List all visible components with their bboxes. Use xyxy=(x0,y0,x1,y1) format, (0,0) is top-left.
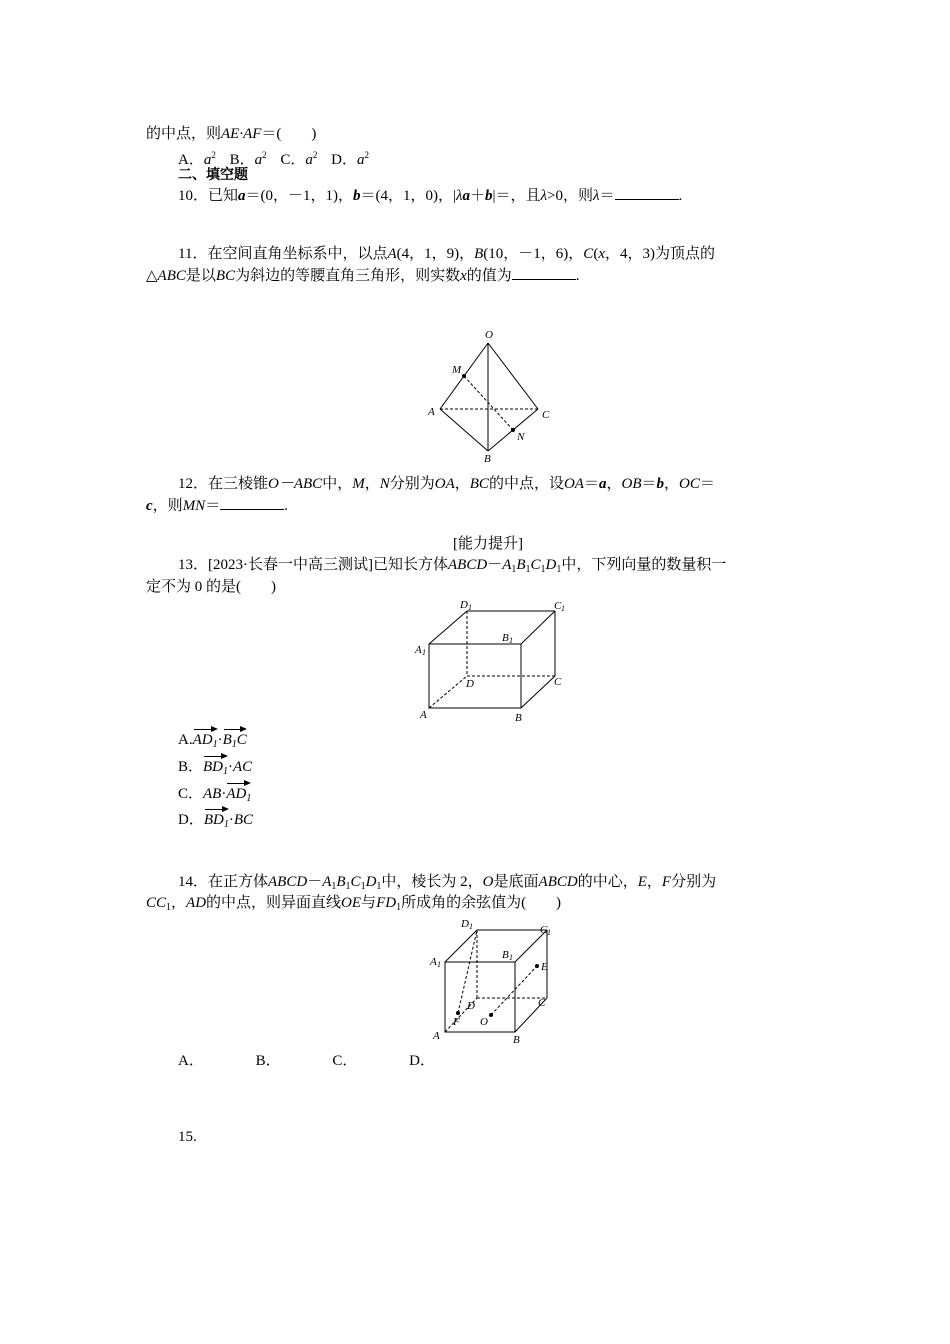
q9-tail: 的中点，则AE·AF＝( ) xyxy=(146,126,317,142)
q14-option-d[interactable]: D． xyxy=(409,1053,435,1069)
q9-option-a[interactable]: A．$a^2$ xyxy=(178,150,216,168)
q9-option-d[interactable]: D．$a^2$ xyxy=(331,150,369,168)
vector-bd1: $BD_1$ xyxy=(203,757,228,782)
section-fill-in-heading: 二、填空题 xyxy=(178,167,248,183)
svg-text:O: O xyxy=(480,1016,488,1028)
cube-figure xyxy=(425,912,560,1047)
svg-text:D: D xyxy=(461,918,469,930)
q14-option-a[interactable]: A． xyxy=(178,1053,204,1069)
q13-line2: 定不为 0 的是( ) xyxy=(146,579,276,595)
q12-answer-blank[interactable] xyxy=(220,496,284,510)
svg-text:1: 1 xyxy=(469,922,473,931)
svg-text:1: 1 xyxy=(422,648,426,657)
svg-text:D: D xyxy=(466,678,474,690)
svg-text:A: A xyxy=(430,956,437,968)
vector-ad1-c: $AD_1$ xyxy=(226,784,251,809)
svg-text:1: 1 xyxy=(547,928,551,937)
q13-option-c[interactable]: C．$AB\cdot AD_1$ xyxy=(178,784,251,809)
q12-line2: c，则MN＝ . xyxy=(146,498,288,514)
svg-text:C: C xyxy=(554,600,562,612)
q9-option-c[interactable]: C．$a^2$ xyxy=(280,150,318,168)
vector-b1c: $B_1C$ xyxy=(223,730,247,755)
svg-text:O: O xyxy=(485,329,493,341)
svg-text:1: 1 xyxy=(509,636,513,645)
q13-line1: 13．[2023·长春一中高三测试]已知长方体$ABCD-A_1B_1C_1D_1$中，下列向量的数量积一 xyxy=(178,557,727,575)
svg-text:C: C xyxy=(542,409,550,421)
svg-text:C: C xyxy=(540,924,548,936)
svg-text:A: A xyxy=(420,709,427,721)
q10-text: 10．已知a＝(0，－1，1)，b＝(4，1，0)，|λa＋b|＝，且λ>0，则λ＝ . xyxy=(178,188,683,204)
q14-option-b[interactable]: B． xyxy=(255,1053,281,1069)
svg-text:1: 1 xyxy=(509,953,513,962)
q14-option-c[interactable]: C． xyxy=(332,1053,358,1069)
svg-text:B: B xyxy=(484,453,491,465)
svg-text:N: N xyxy=(517,431,525,443)
svg-text:A: A xyxy=(433,1030,440,1042)
svg-text:C: C xyxy=(538,997,546,1009)
q11-line2: △ABC是以BC为斜边的等腰直角三角形，则实数x的值为 . xyxy=(146,268,580,284)
q9-option-b[interactable]: B．$a^2$ xyxy=(229,150,267,168)
svg-text:C: C xyxy=(554,676,562,688)
q15-number: 15. xyxy=(178,1129,197,1145)
svg-text:E: E xyxy=(541,961,548,973)
svg-text:B: B xyxy=(502,949,509,961)
svg-text:1: 1 xyxy=(561,604,565,613)
q14-line2: $CC_1$，AD的中点，则异面直线OE与$FD_1$所成角的余弦值为( ) xyxy=(146,895,562,913)
tetrahedron-figure xyxy=(420,325,560,465)
svg-text:B: B xyxy=(513,1034,520,1046)
svg-text:A: A xyxy=(415,644,422,656)
svg-text:F: F xyxy=(453,1016,460,1028)
q12-line1: 12．在三棱锥O－ABC中，M，N分别为OA，BC的中点，设OA＝a，OB＝b，OC＝ xyxy=(178,476,715,492)
q14-options xyxy=(178,1051,435,1071)
q10-answer-blank[interactable] xyxy=(615,186,679,200)
q13-option-d[interactable]: D．$BD_1\cdot BC$ xyxy=(178,810,253,835)
vector-bd1-d: $BD_1$ xyxy=(204,810,229,835)
svg-text:D: D xyxy=(467,1000,475,1012)
svg-text:1: 1 xyxy=(468,603,472,612)
q11-answer-blank[interactable] xyxy=(512,266,576,280)
svg-text:A: A xyxy=(428,406,435,418)
section-ability-heading: [能力提升] xyxy=(453,536,523,552)
vector-ad1: $AD_1$ xyxy=(193,730,218,755)
svg-text:1: 1 xyxy=(437,960,441,969)
q13-option-a[interactable]: $A.AD_1\cdot B_1C$ xyxy=(178,730,247,755)
svg-text:B: B xyxy=(515,712,522,724)
svg-text:M: M xyxy=(452,364,462,376)
svg-text:B: B xyxy=(502,632,509,644)
svg-text:D: D xyxy=(460,599,468,611)
q14-line1: 14．在正方体$ABCD-A_1B_1C_1D_1$中，棱长为 2，O是底面ABCD的中心，E，F分别为 xyxy=(178,874,717,892)
q13-option-b[interactable]: B．$BD_1\cdot AC$ xyxy=(178,757,252,782)
q11-line1: 11．在空间直角坐标系中，以点A(4，1，9)，B(10，－1，6)，C(x，4，3)为顶点的 xyxy=(178,246,715,262)
cuboid-figure xyxy=(412,597,572,725)
